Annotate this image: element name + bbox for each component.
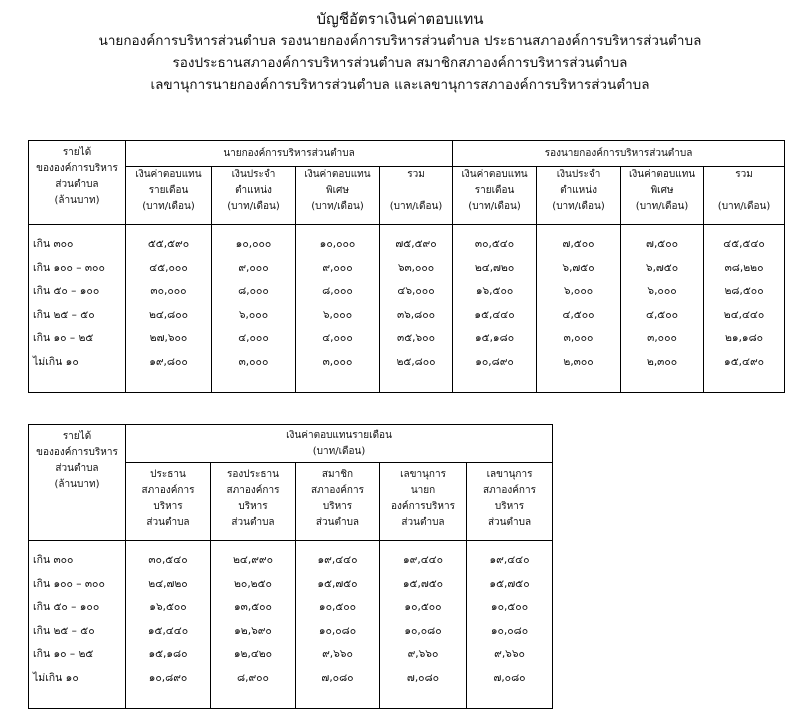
group-header-monthly-compensation: เงินค่าตอบแทนรายเดือน (บาท/เดือน) (126, 425, 553, 463)
amount-cell: ๑๕,๗๕๐ (402, 577, 444, 590)
col-header-council-member: สมาชิก สภาองค์การ บริหาร ส่วนตำบล (296, 463, 380, 541)
amount-cell: ๘,๙๐๐ (237, 671, 269, 684)
values-column (467, 541, 553, 709)
amount-cell: ๖,๗๕๐ (645, 261, 679, 274)
amount-cell: ๓,๐๐๐ (647, 332, 677, 344)
amount-cell: ๒๔,๔๔๐ (723, 308, 765, 321)
amount-cell: ๙,๖๖๐ (494, 648, 525, 660)
values-column (296, 225, 380, 393)
amount-cell: ๒๔,๗๒๐ (148, 577, 188, 590)
amount-cell: ๑๕,๔๔๐ (147, 624, 189, 637)
col-header-mayor-secretary: เลขานุการ นายก องค์การบริหาร ส่วนตำบล (380, 463, 467, 541)
amount-cell: ๑๙,๔๔๐ (403, 554, 443, 566)
amount-cell: ๗,๕๐๐ (646, 238, 679, 250)
amount-cell: ๒๘,๕๐๐ (724, 285, 764, 297)
amount-cell: ๓๐,๐๐๐ (150, 285, 187, 297)
amount-cell: ๓๘,๒๒๐ (724, 261, 764, 274)
amount-cell: ๑๐,๘๙๐ (148, 671, 188, 684)
amount-cell: ๙,๖๖๐ (322, 648, 353, 660)
values-column (296, 541, 380, 709)
amount-cell: ๕๕,๕๙๐ (147, 238, 190, 250)
group-header-mayor: นายกองค์การบริหารส่วนตำบล (126, 141, 453, 167)
income-range-label: เกิน ๓๐๐ (33, 554, 74, 566)
amount-cell: ๑๐,๐๘๐ (318, 624, 357, 637)
amount-cell: ๒,๓๐๐ (563, 355, 594, 368)
col-header-council-vice-chair: รองประธาน สภาองค์การ บริหาร ส่วนตำบล (211, 463, 296, 541)
title-line-3: รองประธานสภาองค์การบริหารส่วนตำบล สมาชิกสภาองค์การบริหารส่วนตำบล (172, 55, 628, 71)
amount-cell: ๔๕,๐๐๐ (149, 261, 188, 274)
amount-cell: ๒๔,๗๒๐ (474, 261, 515, 274)
values-column (704, 225, 785, 393)
amount-cell: ๗,๐๘๐ (493, 671, 526, 684)
amount-cell: ๙,๖๖๐ (407, 648, 439, 660)
income-header: รายได้ ขององค์การบริหาร ส่วนตำบล (ล้านบาท) (29, 141, 126, 225)
amount-cell: ๑๕,๗๕๐ (317, 577, 358, 590)
amount-cell: ๑๙,๘๐๐ (149, 355, 188, 368)
amount-cell: ๒๕,๘๐๐ (396, 355, 436, 368)
amount-cell: ๑๖,๕๐๐ (149, 601, 187, 613)
amount-cell: ๖,๐๐๐ (563, 285, 594, 297)
amount-cell: ๑๙,๔๔๐ (489, 554, 530, 566)
values-column (380, 541, 467, 709)
amount-cell: ๑๐,๕๐๐ (490, 601, 529, 613)
amount-cell: ๔๖,๐๐๐ (397, 285, 435, 297)
amount-cell: ๗,๐๘๐ (406, 671, 440, 684)
amount-cell: ๙,๐๐๐ (238, 261, 269, 274)
amount-cell: ๑๐,๐๐๐ (319, 238, 356, 250)
amount-cell: ๓,๐๐๐ (238, 355, 269, 368)
values-column (211, 541, 296, 709)
values-column (453, 225, 537, 393)
compensation-table-executives (28, 140, 785, 393)
amount-cell: ๓๖,๘๐๐ (396, 308, 436, 321)
values-column (212, 225, 296, 393)
amount-cell: ๒๗,๖๐๐ (149, 332, 188, 344)
title-line-2: นายกองค์การบริหารส่วนตำบล รองนายกองค์การบริหารส่วนตำบล ประธานสภาองค์การบริหารส่วนตำบล (98, 33, 702, 49)
values-column (621, 225, 704, 393)
amount-cell: ๑๖,๕๐๐ (475, 285, 514, 297)
income-range-label: ไม่เกิน ๑๐ (33, 355, 79, 368)
amount-cell: ๒๔,๙๙๐ (233, 554, 273, 566)
col-header-position-2: เงินประจำ ตำแหน่ง (บาท/เดือน) (537, 167, 621, 225)
amount-cell: ๔,๐๐๐ (238, 332, 269, 344)
amount-cell: ๑๕,๑๘๐ (148, 648, 188, 660)
income-range-label: เกิน ๒๕ – ๕๐ (33, 308, 95, 321)
income-range-label: เกิน ๑๐๐ – ๓๐๐ (33, 577, 105, 590)
amount-cell: ๓,๐๐๐ (563, 332, 594, 344)
col-header-position: เงินประจำ ตำแหน่ง (บาท/เดือน) (212, 167, 296, 225)
col-header-council-chair: ประธาน สภาองค์การ บริหาร ส่วนตำบล (126, 463, 211, 541)
amount-cell: ๓,๐๐๐ (322, 355, 353, 368)
income-labels-column (29, 541, 126, 709)
title-line-1: บัญชีอัตราเงินค่าตอบแทน (316, 10, 484, 28)
amount-cell: ๒๐,๒๕๐ (234, 577, 272, 590)
group-header-deputy-mayor: รองนายกองค์การบริหารส่วนตำบล (453, 141, 785, 167)
amount-cell: ๑๓,๕๐๐ (234, 601, 272, 613)
income-range-label: เกิน ๑๐ – ๒๕ (33, 332, 94, 344)
amount-cell: ๑๐,๐๘๐ (404, 624, 442, 637)
amount-cell: ๓๕,๖๐๐ (397, 332, 435, 344)
amount-cell: ๖,๐๐๐ (322, 308, 353, 321)
title-line-4: เลขานุการนายกองค์การบริหารส่วนตำบล และเลขานุการสภาองค์การบริหารส่วนตำบล (150, 77, 650, 93)
amount-cell: ๔,๕๐๐ (562, 308, 595, 321)
values-column (380, 225, 453, 393)
income-range-label: เกิน ๒๕ – ๕๐ (33, 624, 95, 637)
amount-cell: ๗๕,๕๙๐ (395, 238, 437, 250)
amount-cell: ๑๙,๔๔๐ (317, 554, 358, 566)
amount-cell: ๑๒,๔๒๐ (233, 648, 273, 660)
values-column (537, 225, 621, 393)
col-header-monthly-2: เงินค่าตอบแทน รายเดือน (บาท/เดือน) (453, 167, 537, 225)
compensation-table-council (28, 424, 553, 709)
col-header-council-secretary: เลขานุการ สภาองค์การ บริหาร ส่วนตำบล (467, 463, 553, 541)
col-header-monthly: เงินค่าตอบแทน รายเดือน (บาท/เดือน) (126, 167, 212, 225)
income-labels-column (29, 225, 126, 393)
amount-cell: ๖,๗๕๐ (562, 261, 595, 274)
amount-cell: ๑๐,๘๙๐ (475, 355, 514, 368)
amount-cell: ๑๐,๐๐๐ (235, 238, 272, 250)
income-range-label: เกิน ๓๐๐ (33, 238, 74, 250)
income-range-label: เกิน ๑๐ – ๒๕ (33, 648, 94, 660)
income-range-label: เกิน ๕๐ – ๑๐๐ (33, 285, 100, 297)
col-header-total-2: รวม (บาท/เดือน) (704, 167, 785, 225)
amount-cell: ๓๐,๕๔๐ (148, 554, 188, 566)
amount-cell: ๑๕,๔๙๐ (724, 355, 765, 368)
amount-cell: ๔,๐๐๐ (322, 332, 353, 344)
amount-cell: ๒๑,๑๘๐ (724, 332, 764, 344)
col-header-total: รวม (บาท/เดือน) (380, 167, 453, 225)
col-header-special-2: เงินค่าตอบแทน พิเศษ (บาท/เดือน) (621, 167, 704, 225)
amount-cell: ๓๐,๕๔๐ (474, 238, 515, 250)
amount-cell: ๑๕,๗๕๐ (489, 577, 530, 590)
amount-cell: ๘,๐๐๐ (238, 285, 269, 297)
values-column (126, 225, 212, 393)
income-header: รายได้ ขององค์การบริหาร ส่วนตำบล (ล้านบาท) (29, 425, 126, 541)
amount-cell: ๒,๓๐๐ (646, 355, 678, 368)
col-header-special: เงินค่าตอบแทน พิเศษ (บาท/เดือน) (296, 167, 380, 225)
amount-cell: ๑๐,๐๘๐ (490, 624, 529, 637)
document-title (0, 8, 800, 96)
amount-cell: ๘,๐๐๐ (322, 285, 353, 297)
amount-cell: ๔,๕๐๐ (646, 308, 679, 321)
amount-cell: ๑๐,๕๐๐ (404, 601, 442, 613)
amount-cell: ๖,๐๐๐ (647, 285, 677, 297)
income-range-label: ไม่เกิน ๑๐ (33, 671, 79, 684)
income-range-label: เกิน ๕๐ – ๑๐๐ (33, 601, 100, 613)
amount-cell: ๑๐,๕๐๐ (318, 601, 357, 613)
amount-cell: ๖๓,๐๐๐ (397, 261, 435, 274)
amount-cell: ๗,๐๘๐ (321, 671, 354, 684)
amount-cell: ๑๒,๖๙๐ (234, 624, 272, 637)
amount-cell: ๑๕,๑๘๐ (474, 332, 515, 344)
amount-cell: ๗,๕๐๐ (562, 238, 595, 250)
amount-cell: ๙,๐๐๐ (322, 261, 353, 274)
amount-cell: ๖,๐๐๐ (238, 308, 269, 321)
amount-cell: ๑๕,๔๔๐ (474, 308, 515, 321)
amount-cell: ๔๕,๕๔๐ (723, 238, 765, 250)
values-column (126, 541, 211, 709)
income-range-label: เกิน ๑๐๐ – ๓๐๐ (33, 261, 105, 274)
amount-cell: ๒๔,๘๐๐ (148, 308, 189, 321)
